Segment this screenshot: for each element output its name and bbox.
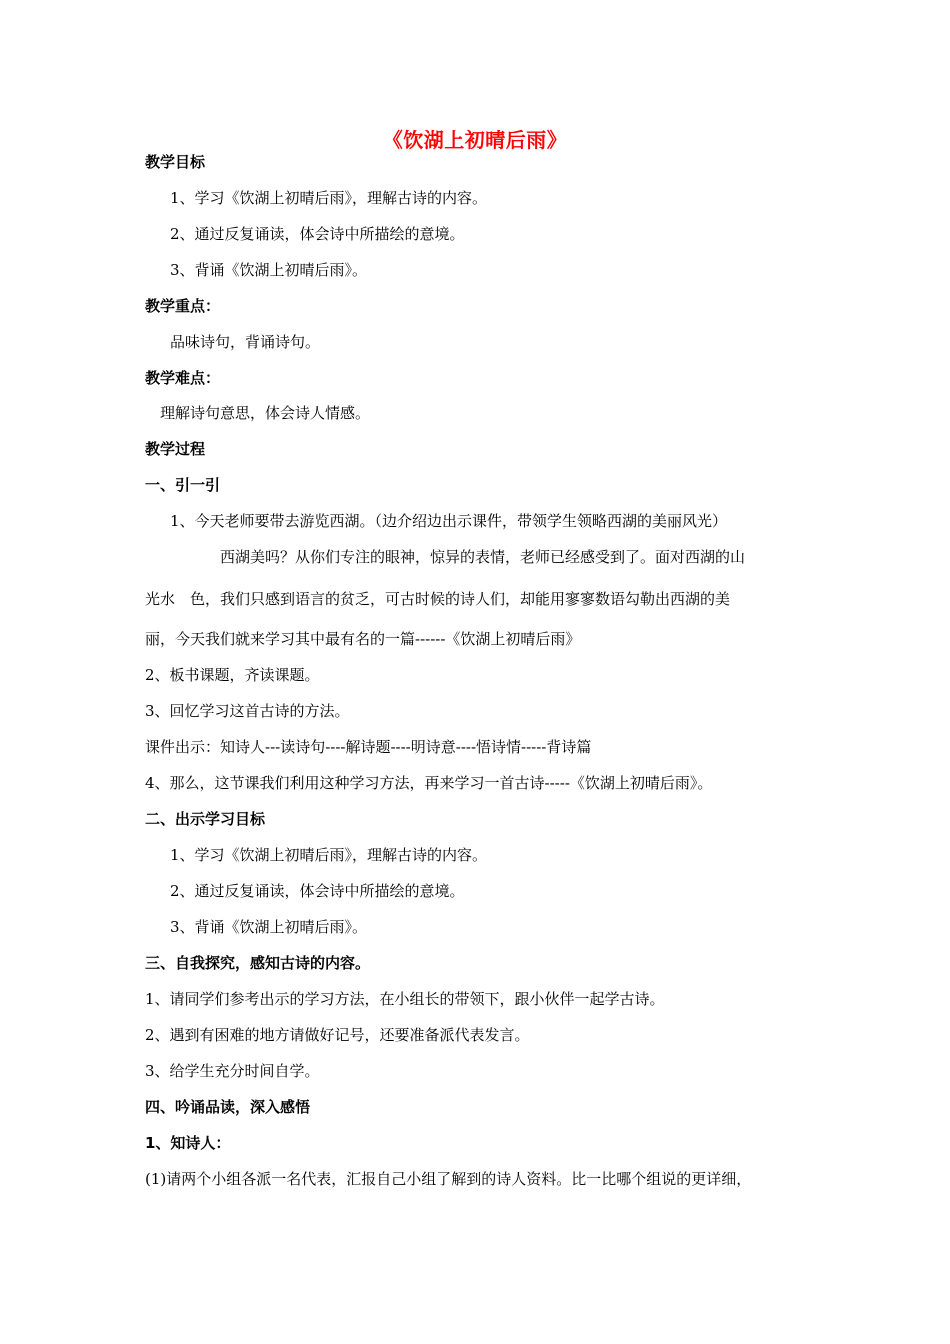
section-1-paragraph-line-1: 西湖美吗？从你们专注的眼神，惊异的表情，老师已经感受到了。面对西湖的山 [220, 548, 746, 566]
heading-teaching-goals: 教学目标 [145, 153, 206, 171]
section-1-item-2: 2、板书课题，齐读课题。 [145, 666, 320, 684]
section-1-paragraph-line-2: 光水 色，我们只感到语言的贫乏，可古时候的诗人们，却能用寥寥数语勾勒出西湖的美 [145, 590, 731, 608]
difficulties-text: 理解诗句意思，体会诗人情感。 [160, 404, 371, 422]
section-1-item-3: 3、回忆学习这首古诗的方法。 [145, 702, 350, 720]
section-4-heading: 四、吟诵品读，深入感悟 [145, 1098, 311, 1116]
section-2-item-1: 1、学习《饮湖上初晴后雨》，理解古诗的内容。 [170, 846, 488, 864]
section-4-item-1: (1)请两个小组各派一名代表，汇报自己小组了解到的诗人资料。比一比哪个组说的更详细， [145, 1170, 752, 1188]
goal-item-2: 2、通过反复诵读，体会诗中所描绘的意境。 [170, 225, 465, 243]
section-3-heading: 三、自我探究，感知古诗的内容。 [145, 954, 371, 972]
courseware-display: 课件出示：知诗人---读诗句----解诗题----明诗意----悟诗情-----背诗篇 [145, 738, 592, 756]
section-1-heading: 一、引一引 [145, 476, 221, 494]
document-title: 《饮湖上初晴后雨》 [382, 128, 568, 152]
section-2-item-3: 3、背诵《饮湖上初晴后雨》。 [170, 918, 368, 936]
section-4-subheading: 1、知诗人： [145, 1134, 231, 1152]
goal-item-3: 3、背诵《饮湖上初晴后雨》。 [170, 261, 368, 279]
heading-process: 教学过程 [145, 440, 206, 458]
section-3-item-1: 1、请同学们参考出示的学习方法，在小组长的带领下，跟小伙伴一起学古诗。 [145, 990, 665, 1008]
section-3-item-2: 2、遇到有困难的地方请做好记号，还要准备派代表发言。 [145, 1026, 530, 1044]
goal-item-1: 1、学习《饮湖上初晴后雨》，理解古诗的内容。 [170, 189, 488, 207]
section-2-item-2: 2、通过反复诵读，体会诗中所描绘的意境。 [170, 882, 465, 900]
section-2-heading: 二、出示学习目标 [145, 810, 266, 828]
section-1-item-4: 4、那么，这节课我们利用这种学习方法，再来学习一首古诗-----《饮湖上初晴后雨》。 [145, 774, 713, 792]
section-3-item-3: 3、给学生充分时间自学。 [145, 1062, 320, 1080]
section-1-paragraph-line-3: 丽，今天我们就来学习其中最有名的一篇------《饮湖上初晴后雨》 [145, 630, 581, 648]
key-points-text: 品味诗句，背诵诗句。 [170, 333, 321, 351]
heading-difficulties: 教学难点： [145, 369, 221, 387]
section-1-item-1: 1、今天老师要带去游览西湖。（边介绍边出示课件，带领学生领略西湖的美丽风光） [170, 512, 728, 530]
heading-key-points: 教学重点： [145, 297, 221, 315]
